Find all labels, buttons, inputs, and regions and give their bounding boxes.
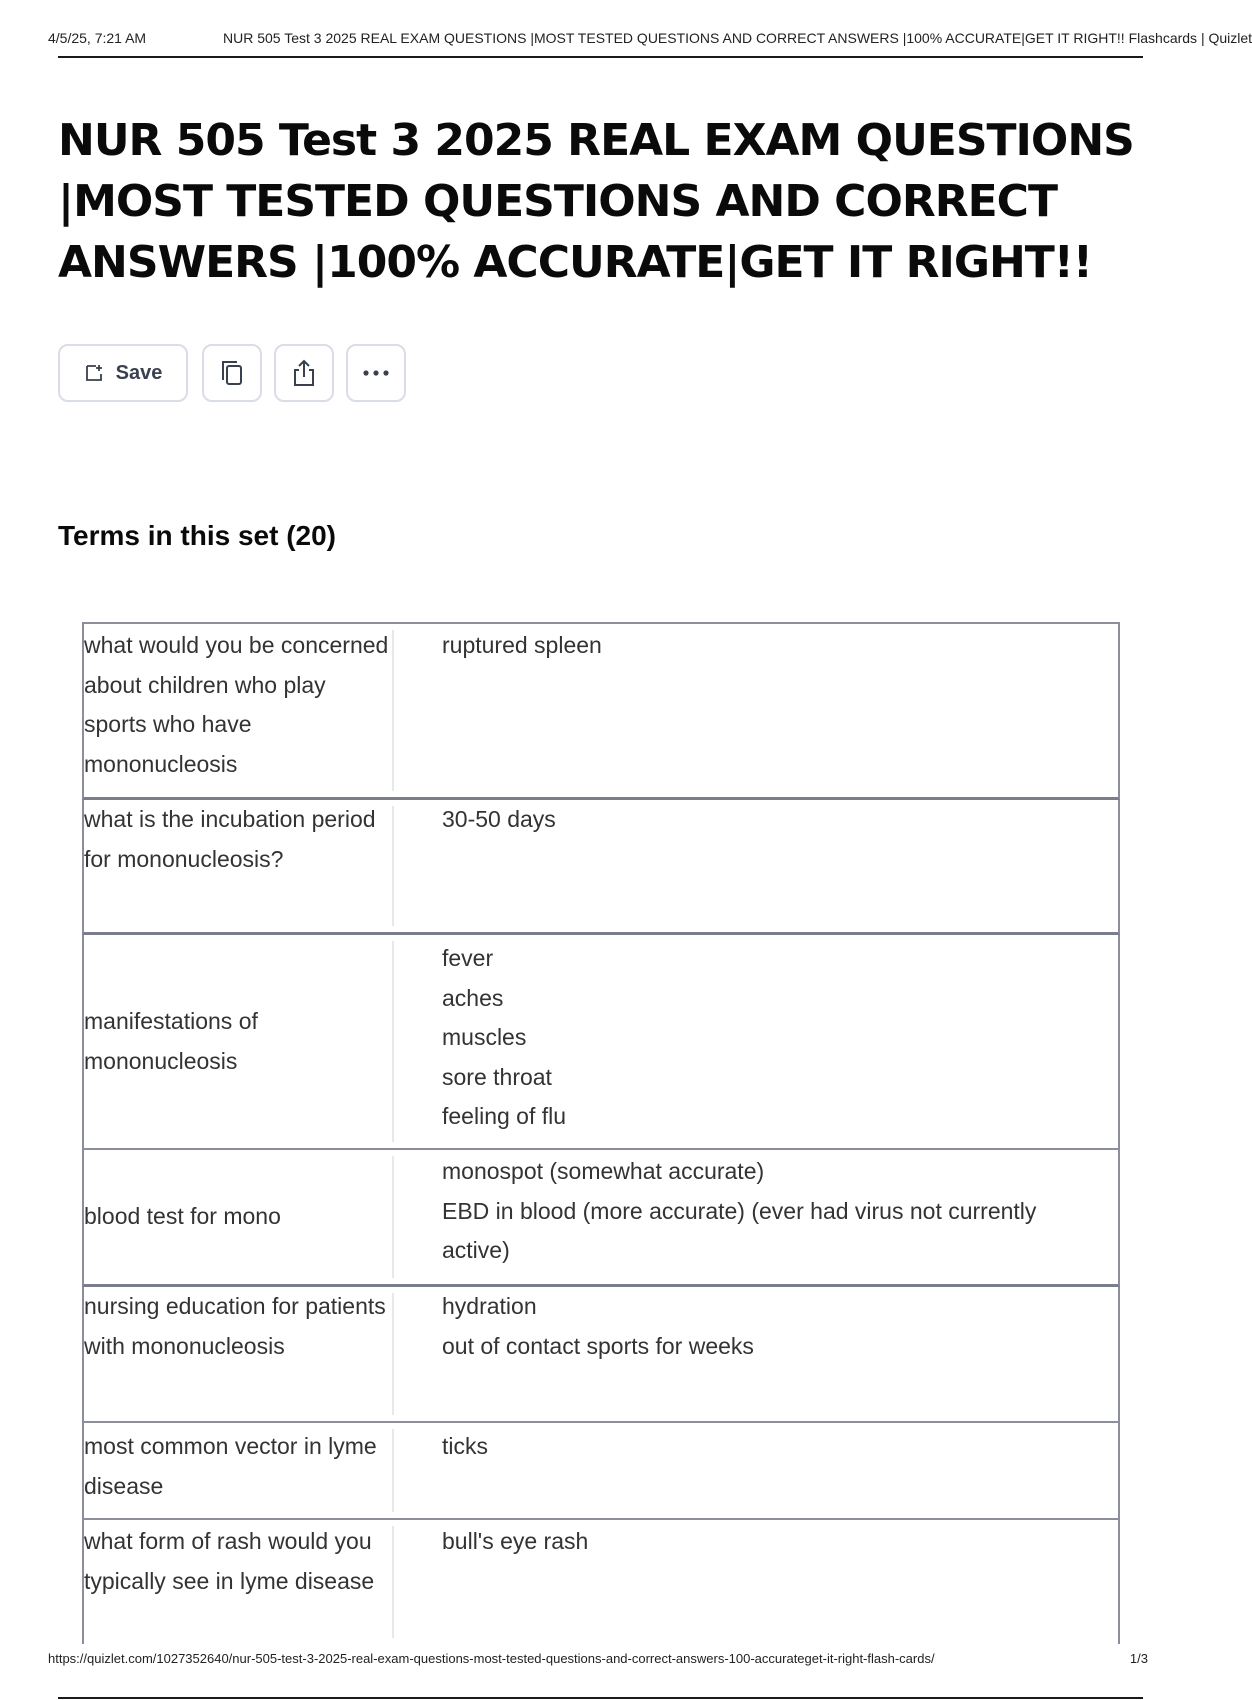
term-row	[82, 1287, 1120, 1423]
copy-button[interactable]	[202, 344, 262, 402]
definition-line: bull's eye rash	[442, 1528, 589, 1554]
term-text: most common vector in lyme disease	[84, 1433, 377, 1499]
definition-line: hydration	[442, 1293, 537, 1319]
definition-line: out of contact sports for weeks	[442, 1332, 754, 1359]
print-page-title: NUR 505 Test 3 2025 REAL EXAM QUESTIONS |MOST TESTED QUESTIONS AND CORRECT ANSWERS |100% ACCURATE|GET IT RIGHT!! Flashcards | Quizlet	[223, 30, 1252, 46]
term-cell	[84, 935, 392, 1148]
term-text: what would you be concerned about children who play sports who have mononucleosis	[84, 632, 389, 777]
more-options-button[interactable]	[346, 344, 406, 402]
page-title: NUR 505 Test 3 2025 REAL EXAM QUESTIONS |MOST TESTED QUESTIONS AND CORRECT ANSWERS |100% ACCURATE|GET IT RIGHT!!	[58, 115, 1134, 288]
definition-cell	[394, 1150, 1118, 1284]
term-row	[82, 1423, 1120, 1520]
definition-line: ruptured spleen	[442, 632, 602, 658]
term-cell	[84, 1423, 392, 1518]
more-icon	[362, 369, 390, 377]
definition-cell	[394, 800, 1118, 932]
page-number: 1/3	[1129, 1651, 1148, 1666]
term-text: blood test for mono	[84, 1203, 281, 1230]
term-row	[82, 1520, 1120, 1644]
definition-cell	[394, 1287, 1118, 1421]
term-text: what is the incubation period for mononucleosis?	[84, 806, 376, 872]
print-header	[48, 30, 1252, 46]
definition-line: EBD in blood (more accurate) (ever had virus not currently active)	[442, 1197, 1037, 1263]
term-cell	[84, 624, 392, 797]
term-text: nursing education for patients with mononucleosis	[84, 1293, 386, 1359]
definition-line: monospot (somewhat accurate)	[442, 1158, 765, 1184]
term-row	[82, 935, 1120, 1150]
copy-icon	[219, 358, 245, 388]
definition-line: 30-50 days	[442, 806, 556, 832]
term-text: manifestations of mononucleosis	[84, 1008, 258, 1074]
terms-table	[82, 622, 1120, 1644]
term-cell	[84, 1520, 392, 1644]
term-cell	[84, 800, 392, 932]
definition-line: ticks	[442, 1433, 488, 1459]
definition-line: fever	[442, 945, 494, 971]
term-text: what form of rash would you typically see in lyme disease	[84, 1528, 375, 1594]
term-cell	[84, 1150, 392, 1284]
definition-line: feeling of flu	[442, 1103, 567, 1129]
share-icon	[291, 358, 317, 388]
term-cell	[84, 1287, 392, 1421]
term-row	[82, 800, 1120, 935]
terms-heading: Terms in this set (20)	[58, 520, 337, 551]
definition-cell	[394, 1423, 1118, 1518]
definition-cell	[394, 624, 1118, 797]
definition-line: sore throat	[442, 1063, 552, 1090]
term-row	[82, 622, 1120, 800]
term-row	[82, 1150, 1120, 1287]
print-date: 4/5/25, 7:21 AM	[48, 30, 147, 46]
share-button[interactable]	[274, 344, 334, 402]
print-footer	[48, 1651, 1148, 1666]
footer-rule	[58, 1697, 1143, 1699]
page-url: https://quizlet.com/1027352640/nur-505-test-3-2025-real-exam-questions-most-tested-questions-and-correct-answers-100-accurateget-it-right-flash-cards/	[48, 1651, 935, 1666]
definition-line: aches	[442, 984, 504, 1011]
definition-line: muscles	[442, 1024, 527, 1050]
definition-cell	[394, 1520, 1118, 1644]
save-button[interactable]	[58, 344, 188, 402]
save-label: Save	[115, 361, 163, 384]
definition-cell	[394, 935, 1118, 1148]
save-icon	[84, 363, 104, 383]
header-rule	[58, 56, 1143, 58]
